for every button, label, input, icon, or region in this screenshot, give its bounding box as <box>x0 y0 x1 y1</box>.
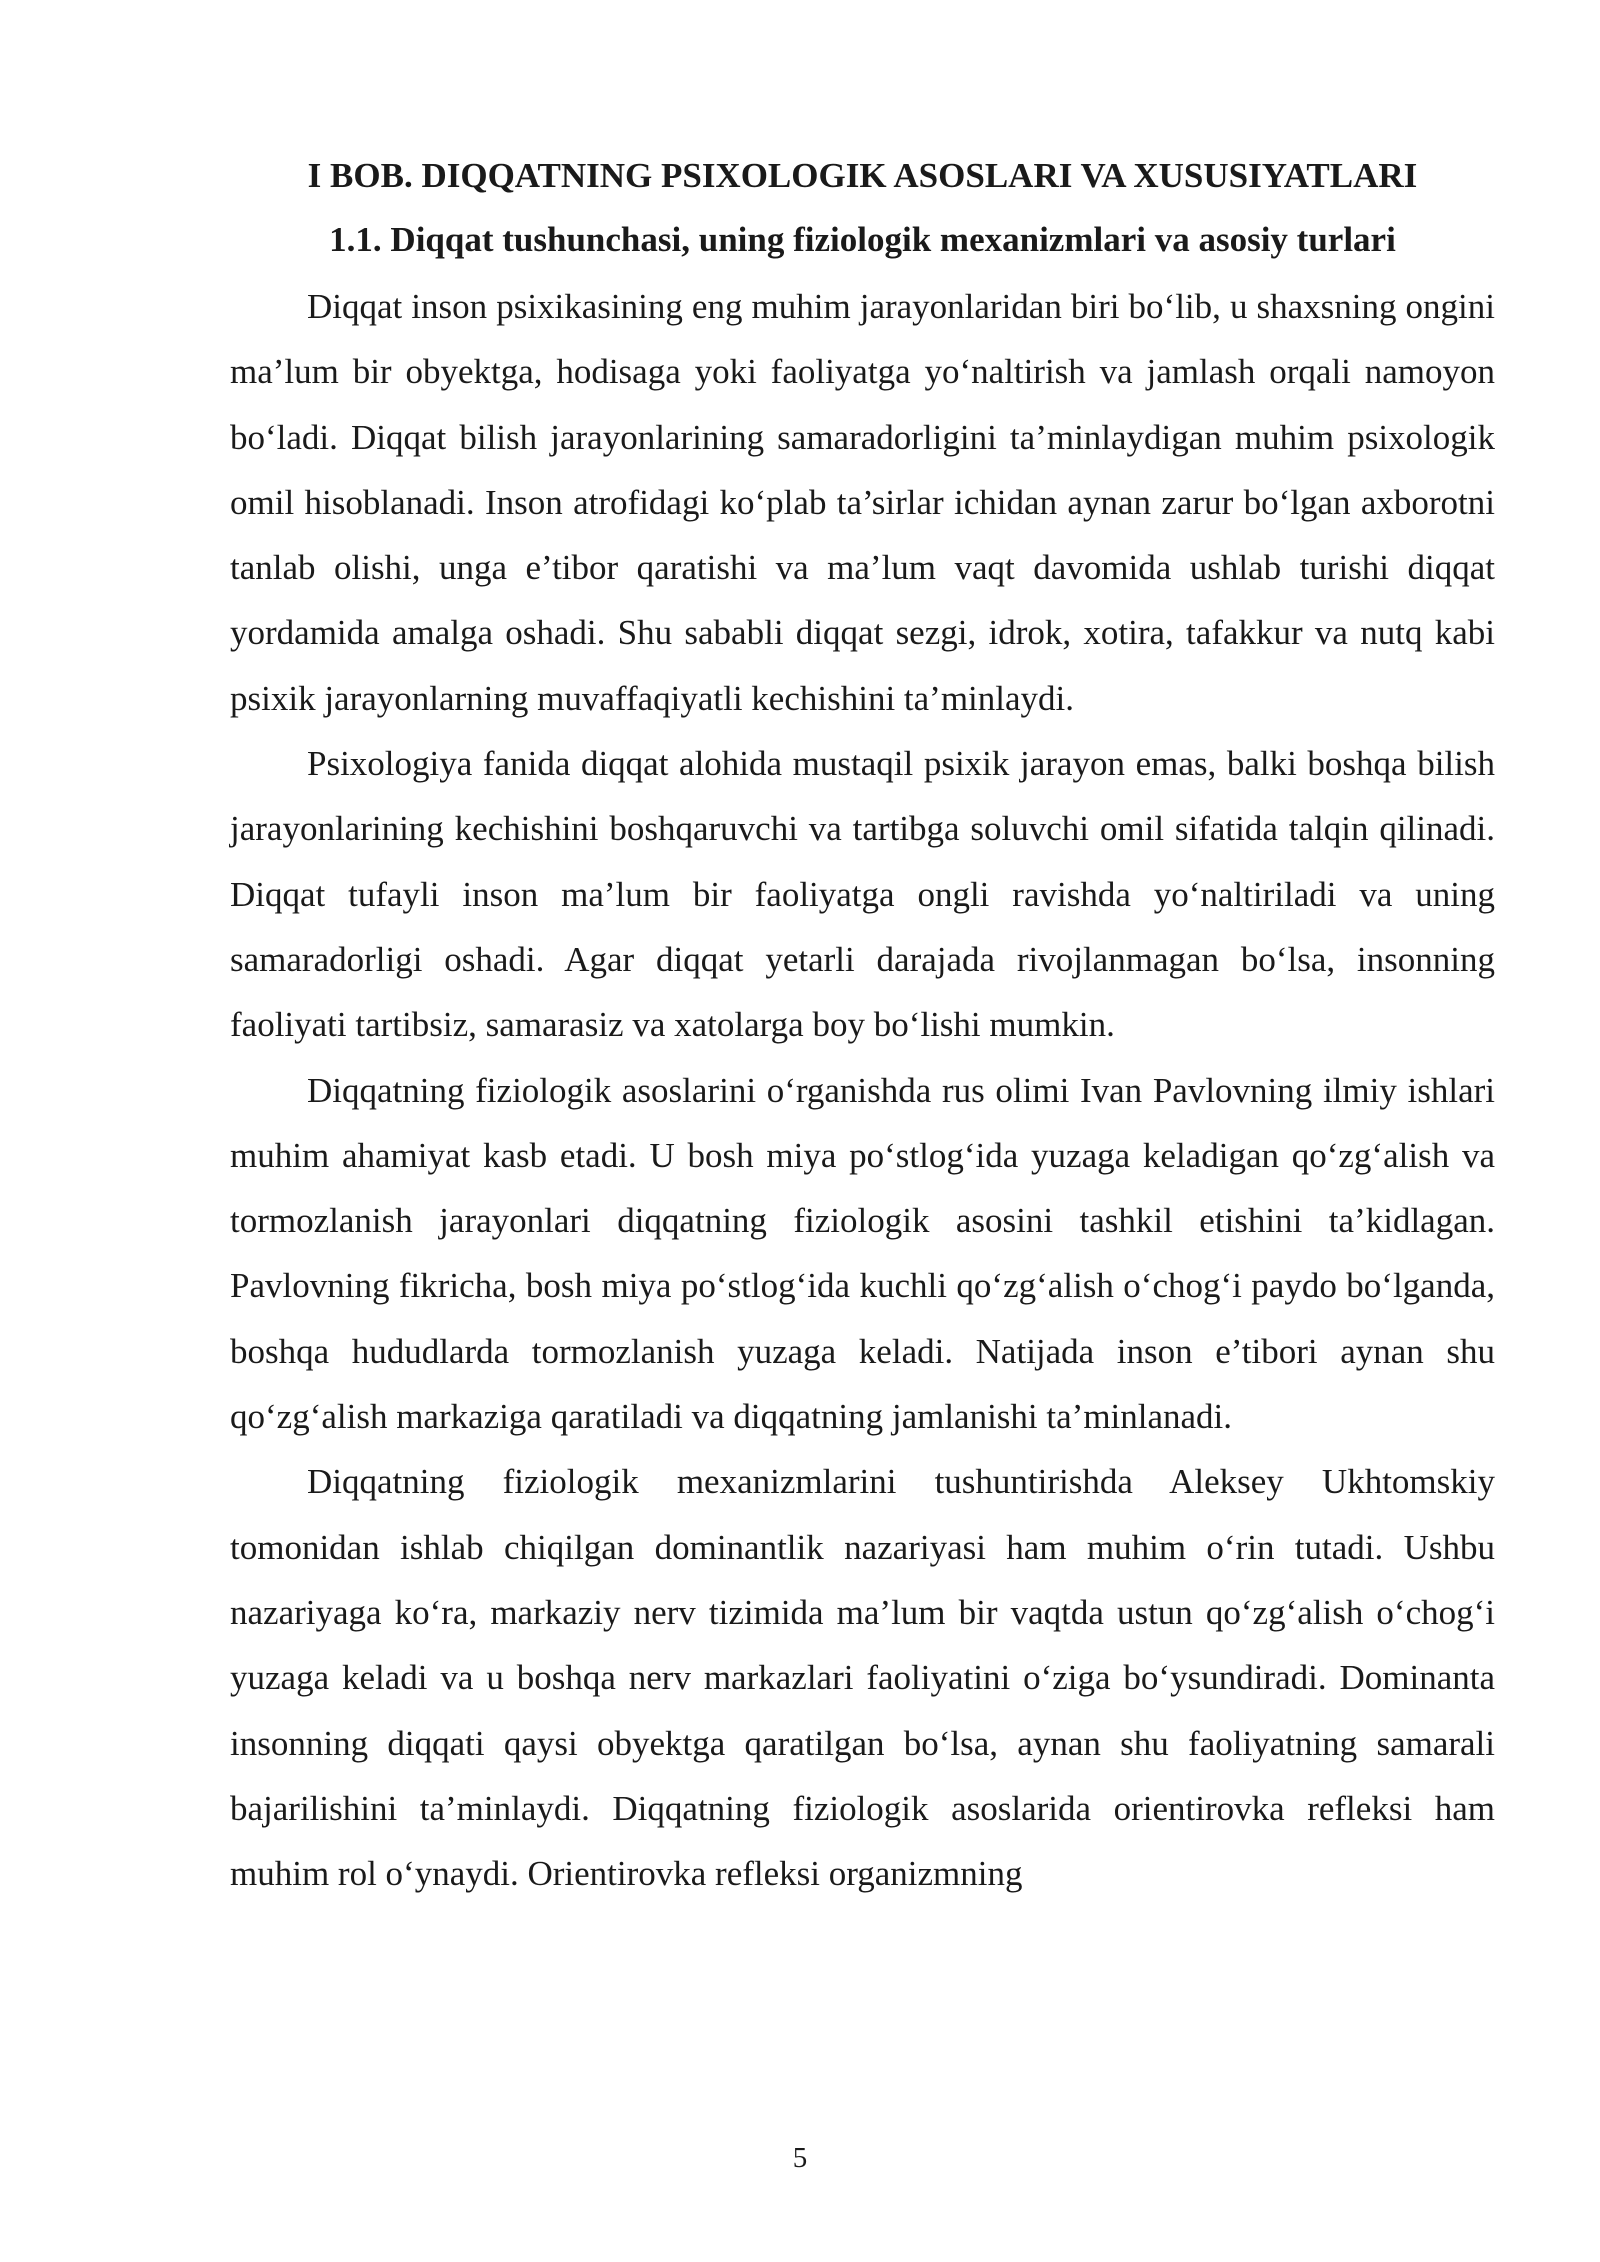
document-page <box>230 150 1495 1906</box>
chapter-title: I BOB. DIQQATNING PSIXOLOGIK ASOSLARI VA XUSUSIYATLARI <box>307 156 1418 195</box>
paragraph-4: Diqqatning fiziologik mexanizmlarini tushuntirishda Aleksey Ukhtomskiy tomonidan ishlab chiqilgan dominantlik nazariyasi ham muhim o‘rin tutadi. Ushbu nazariyaga ko‘ra, markaziy nerv tizimida ma’lum bir vaqtda ustun qo‘zg‘alish o‘chog‘i yuzaga keladi va u boshqa nerv markazlari faoliyatini o‘ziga bo‘ysundiradi. Dominanta insonning diqqati qaysi obyektga qaratilgan bo‘lsa, aynan shu faoliyatning samarali bajarilishini ta’minlaydi. Diqqatning fiziologik asoslarida orientirovka refleksi ham muhim rol o‘ynaydi. Orientirovka refleksi organizmning <box>230 1462 1495 1894</box>
section-title: 1.1. Diqqat tushunchasi, uning fiziologik mexanizmlari va asosiy turlari <box>329 220 1396 259</box>
paragraph-3: Diqqatning fiziologik asoslarini o‘rganishda rus olimi Ivan Pavlovning ilmiy ishlari muhim ahamiyat kasb etadi. U bosh miya po‘stlog‘ida yuzaga keladigan qo‘zg‘alish va tormozlanish jarayonlari diqqatning fiziologik asosini tashkil etishini ta’kidlagan. Pavlovning fikricha, bosh miya po‘stlog‘ida kuchli qo‘zg‘alish o‘chog‘i paydo bo‘lganda, boshqa hududlarda tormozlanish yuzaga keladi. Natijada inson e’tibori aynan shu qo‘zg‘alish markaziga qaratiladi va diqqatning jamlanishi ta’minlanadi. <box>230 1070 1495 1437</box>
page-number: 5 <box>792 2142 808 2174</box>
paragraph-1: Diqqat inson psixikasining eng muhim jarayonlaridan biri bo‘lib, u shaxsning ongini ma’lum bir obyektga, hodisaga yoki faoliyatga yo‘naltirish va jamlash orqali namoyon bo‘ladi. Diqqat bilish jarayonlarining samaradorligini ta’minlaydigan muhim psixologik omil hisoblanadi. Inson atrofidagi ko‘plab ta’sirlar ichidan aynan zarur bo‘lgan axborotni tanlab olishi, unga e’tibor qaratishi va ma’lum vaqt davomida ushlab turishi diqqat yordamida amalga oshadi. Shu sababli diqqat sezgi, idrok, xotira, tafakkur va nutq kabi psixik jarayonlarning muvaffaqiyatli kechishini ta’minlaydi. <box>230 287 1495 718</box>
paragraph-2: Psixologiya fanida diqqat alohida mustaqil psixik jarayon emas, balki boshqa bilish jarayonlarining kechishini boshqaruvchi va tartibga soluvchi omil sifatida talqin qilinadi. Diqqat tufayli inson ma’lum bir faoliyatga ongli ravishda yo‘naltiriladi va uning samaradorligi oshadi. Agar diqqat yetarli darajada rivojlanmagan bo‘lsa, insonning faoliyati tartibsiz, samarasiz va xatolarga boy bo‘lishi mumkin. <box>230 744 1495 1045</box>
